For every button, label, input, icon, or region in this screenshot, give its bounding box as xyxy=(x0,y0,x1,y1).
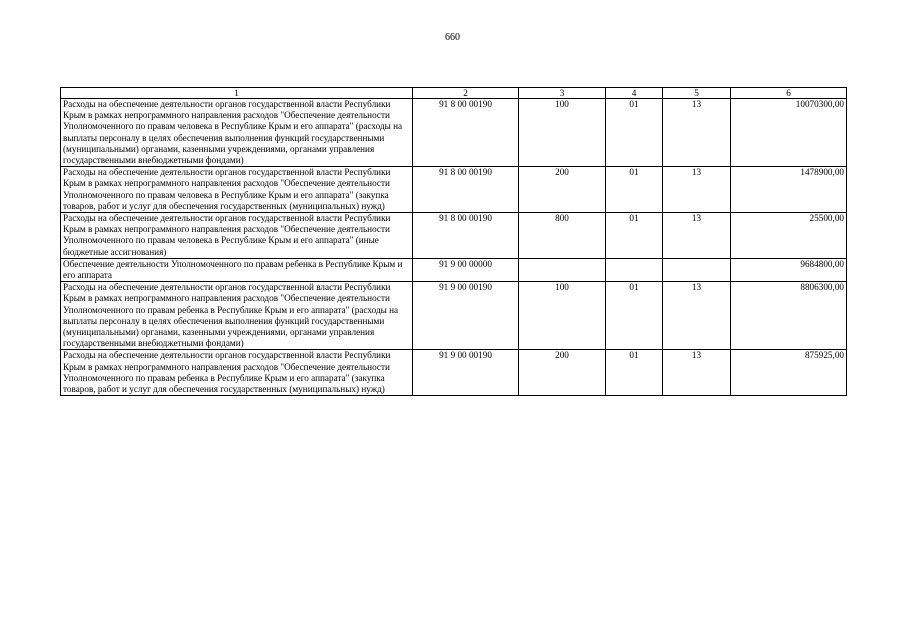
table-row xyxy=(61,167,847,213)
row-amount: 25500,00 xyxy=(731,213,847,259)
row-expense-type: 100 xyxy=(519,99,606,167)
row-expense-type: 100 xyxy=(519,282,606,350)
header-cell-amount: 6 xyxy=(731,88,847,99)
row-target-code: 91 9 00 00190 xyxy=(413,282,519,350)
row-target-code: 91 8 00 00190 xyxy=(413,99,519,167)
header-cell-target-code: 2 xyxy=(413,88,519,99)
row-description: Расходы на обеспечение деятельности органов государственной власти Республики Крым в рамках непрограммного направления расходов "Обеспечение деятельности Уполномоченного по правам ребенка в Республике Крым и его аппарата" (закупка товаров, работ и услуг для обеспечения государственных (муниципальных) нужд) xyxy=(61,350,413,396)
header-cell-description: 1 xyxy=(61,88,413,99)
row-target-code: 91 9 00 00000 xyxy=(413,258,519,281)
row-description: Расходы на обеспечение деятельности органов государственной власти Республики Крым в рамках непрограммного направления расходов "Обеспечение деятельности Уполномоченного по правам человека в Республике Крым и его аппарата" (расходы на выплаты персоналу в целях обеспечения выполнения функций государственными (муниципальными) органами, казенными учреждениями, органами управления государственными внебюджетными фондами) xyxy=(61,99,413,167)
row-expense-type: 200 xyxy=(519,167,606,213)
header-cell-section: 4 xyxy=(606,88,663,99)
row-description: Расходы на обеспечение деятельности органов государственной власти Республики Крым в рамках непрограммного направления расходов "Обеспечение деятельности Уполномоченного по правам человека в Республике Крым и его аппарата" (иные бюджетные ассигнования) xyxy=(61,213,413,259)
row-expense-type: 800 xyxy=(519,213,606,259)
row-subsection: 13 xyxy=(663,282,731,350)
header-cell-expense-type: 3 xyxy=(519,88,606,99)
header-cell-subsection: 5 xyxy=(663,88,731,99)
row-section: 01 xyxy=(606,350,663,396)
row-amount: 8806300,00 xyxy=(731,282,847,350)
table-row xyxy=(61,99,847,167)
row-subsection: 13 xyxy=(663,167,731,213)
row-section: 01 xyxy=(606,99,663,167)
row-expense-type xyxy=(519,258,606,281)
header-row xyxy=(61,88,847,99)
row-amount: 10070300,00 xyxy=(731,99,847,167)
row-amount: 1478900,00 xyxy=(731,167,847,213)
row-expense-type: 200 xyxy=(519,350,606,396)
row-section: 01 xyxy=(606,213,663,259)
row-amount: 875925,00 xyxy=(731,350,847,396)
row-section: 01 xyxy=(606,167,663,213)
row-description: Расходы на обеспечение деятельности органов государственной власти Республики Крым в рамках непрограммного направления расходов "Обеспечение деятельности Уполномоченного по правам человека в Республике Крым и его аппарата" (закупка товаров, работ и услуг для обеспечения государственных (муниципальных) нужд) xyxy=(61,167,413,213)
row-subsection: 13 xyxy=(663,213,731,259)
table-row xyxy=(61,350,847,396)
table-row xyxy=(61,258,847,281)
table-row xyxy=(61,282,847,350)
row-section xyxy=(606,258,663,281)
page-number: 660 xyxy=(445,32,460,43)
row-section: 01 xyxy=(606,282,663,350)
row-subsection: 13 xyxy=(663,99,731,167)
row-description: Расходы на обеспечение деятельности органов государственной власти Республики Крым в рамках непрограммного направления расходов "Обеспечение деятельности Уполномоченного по правам ребенка в Республике Крым и его аппарата" (расходы на выплаты персоналу в целях обеспечения выполнения функций государственными (муниципальными) органами, казенными учреждениями, органами управления государственными внебюджетными фондами) xyxy=(61,282,413,350)
row-amount: 9684800,00 xyxy=(731,258,847,281)
row-subsection xyxy=(663,258,731,281)
row-target-code: 91 9 00 00190 xyxy=(413,350,519,396)
budget-table xyxy=(60,87,847,396)
table-row xyxy=(61,213,847,259)
row-target-code: 91 8 00 00190 xyxy=(413,213,519,259)
row-description: Обеспечение деятельности Уполномоченного по правам ребенка в Республике Крым и его аппарата xyxy=(61,258,413,281)
row-subsection: 13 xyxy=(663,350,731,396)
row-target-code: 91 8 00 00190 xyxy=(413,167,519,213)
